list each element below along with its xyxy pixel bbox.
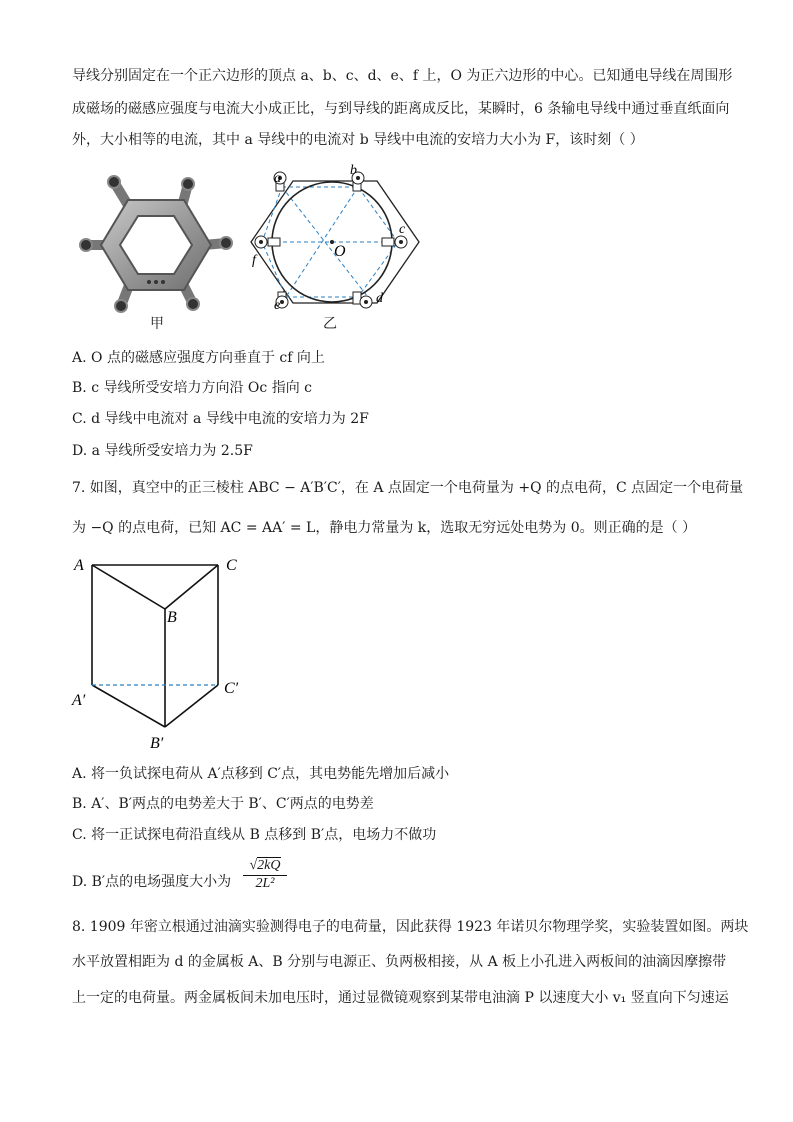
fraction-numerator: 2kQ	[257, 858, 281, 873]
figure-yi-caption: 乙	[323, 316, 337, 332]
q6-stem-line-3: 外，大小相等的电流，其中 a 导线中的电流对 b 导线中电流的安培力大小为 F，该时刻（ ）	[72, 132, 644, 148]
label-O: O	[334, 243, 346, 260]
label-c: c	[399, 222, 406, 237]
label-B: B	[167, 609, 177, 626]
label-A: A	[74, 557, 84, 574]
q6-stem-line-2: 成磁场的磁感应强度与电流大小成正比，与到导线的距离成反比，某瞬时，6 条输电导线中通过垂直纸面向	[72, 101, 730, 117]
figure-yi-diagram	[246, 160, 426, 340]
label-d: d	[376, 291, 383, 306]
q8-stem-line-3: 上一定的电荷量。两金属板间未加电压时，通过显微镜观察到某带电油滴 P 以速度大小 v₁ 竖直向下匀速运	[72, 990, 729, 1006]
sqrt-sign: √	[249, 858, 258, 873]
q6-option-d: D. a 导线所受安培力为 2.5F	[72, 443, 253, 459]
q6-option-a: A. O 点的磁感应强度方向垂直于 cf 向上	[72, 350, 325, 366]
label-e: e	[274, 298, 281, 313]
fraction	[243, 858, 287, 892]
figure-prism	[70, 552, 250, 752]
q7-stem-line-2: 为 −Q 的点电荷，已知 AC = AA′ = L，静电力常量为 k，选取无穷远处电势为 0。则正确的是（ ）	[72, 520, 697, 536]
q7-option-b: B. A′、B′两点的电势差大于 B′、C′两点的电势差	[72, 796, 374, 812]
label-B-prime: B′	[150, 735, 164, 752]
q7-option-a: A. 将一负试探电荷从 A′点移到 C′点，其电势能先增加后减小	[72, 766, 450, 782]
q6-stem-line-1: 导线分别固定在一个正六边形的顶点 a、b、c、d、e、f 上，O 为正六边形的中心。已知通电导线在周围形	[72, 68, 733, 84]
q7-option-d	[72, 872, 231, 892]
label-C: C	[226, 557, 237, 574]
q7-stem-line-1: 7. 如图，真空中的正三棱柱 ABC − A′B′C′，在 A 点固定一个电荷量为 +Q 的点电荷，C 点固定一个电荷量	[72, 480, 744, 496]
figure-jia-caption: 甲	[150, 316, 164, 332]
q6-option-c: C. d 导线中电流对 a 导线中电流的安培力为 2F	[72, 411, 369, 427]
q8-stem-line-2: 水平放置相距为 d 的金属板 A、B 分别与电源正、负两极相接，从 A 板上小孔进入两板间的油滴因摩擦带	[72, 954, 727, 970]
figure-jia-photo	[76, 170, 236, 330]
q7-option-d-text: D. B′点的电场强度大小为	[72, 874, 232, 890]
q7-option-c: C. 将一正试探电荷沿直线从 B 点移到 B′点，电场力不做功	[72, 827, 437, 843]
label-b: b	[350, 163, 357, 178]
q6-option-b: B. c 导线所受安培力方向沿 Oc 指向 c	[72, 380, 312, 396]
fraction-denominator: 2L²	[255, 876, 275, 891]
label-A-prime: A′	[72, 692, 86, 709]
q8-stem-line-1: 8. 1909 年密立根通过油滴实验测得电子的电荷量，因此获得 1923 年诺贝尔物理学奖，实验装置如图。两块	[72, 919, 749, 935]
label-C-prime: C′	[224, 680, 239, 697]
label-a: a	[274, 171, 281, 186]
label-f: f	[252, 253, 256, 268]
